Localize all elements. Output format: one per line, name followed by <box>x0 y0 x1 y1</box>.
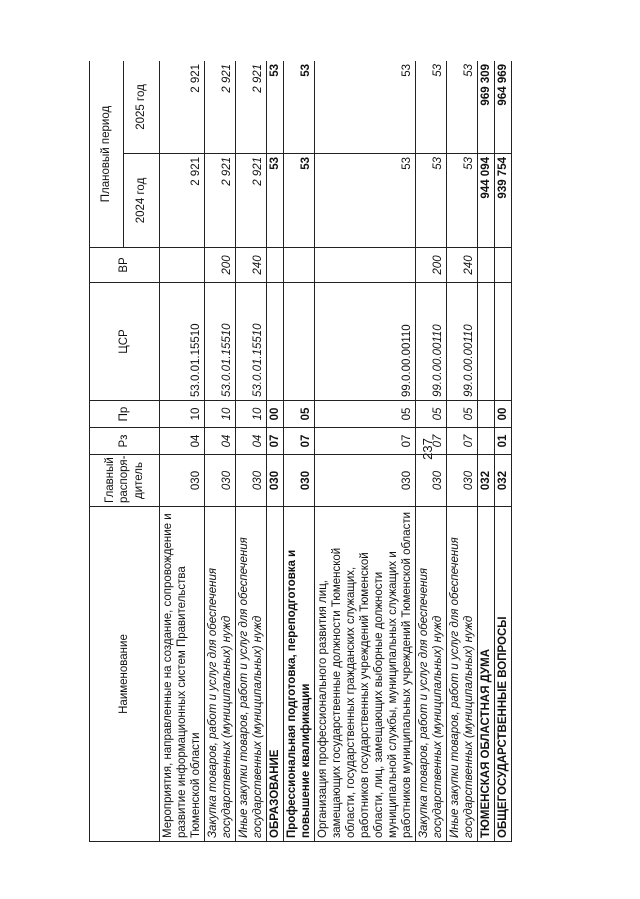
table-row <box>267 61 284 842</box>
rotated-table-container <box>89 61 539 842</box>
row-value-2024: 53 <box>284 154 315 248</box>
row-pr-code: 05 <box>416 401 447 428</box>
row-name: Иные закупки товаров, работ и услуг для обеспечения государственных (муниципальных) нужд <box>236 507 267 842</box>
table-row <box>236 61 267 842</box>
table-row <box>478 61 495 842</box>
row-rz-code: 07 <box>315 428 416 455</box>
row-name: Закупка товаров, работ и услуг для обеспечения государственных (муниципальных) нужд <box>205 507 236 842</box>
row-manager-code: 030 <box>447 455 478 507</box>
row-value-2025: 53 <box>416 61 447 154</box>
row-value-2024: 53 <box>447 154 478 248</box>
row-rz-code: 04 <box>205 428 236 455</box>
row-vr-code <box>478 248 495 283</box>
row-manager-code: 030 <box>160 455 205 507</box>
header-planned-period: Плановый период <box>90 61 124 248</box>
row-csr-code <box>495 283 512 401</box>
row-manager-code: 030 <box>416 455 447 507</box>
table-header <box>90 61 160 842</box>
row-rz-code: 01 <box>495 428 512 455</box>
header-rz: Рз <box>90 428 160 455</box>
row-value-2025: 969 309 <box>478 61 495 154</box>
row-csr-code: 53.0.01.15510 <box>236 283 267 401</box>
row-value-2025: 53 <box>267 61 284 154</box>
row-manager-code: 030 <box>284 455 315 507</box>
row-manager-code: 030 <box>205 455 236 507</box>
row-csr-code <box>267 283 284 401</box>
table-row <box>495 61 512 842</box>
row-value-2025: 2 921 <box>205 61 236 154</box>
row-csr-code: 99.0.00.00110 <box>315 283 416 401</box>
row-vr-code: 240 <box>236 248 267 283</box>
header-2025: 2025 год <box>124 61 160 154</box>
row-value-2024: 53 <box>267 154 284 248</box>
row-csr-code: 53.0.01.15510 <box>160 283 205 401</box>
row-pr-code: 05 <box>284 401 315 428</box>
row-value-2024: 2 921 <box>236 154 267 248</box>
row-vr-code: 200 <box>416 248 447 283</box>
row-value-2025: 53 <box>284 61 315 154</box>
row-vr-code <box>284 248 315 283</box>
row-value-2025: 2 921 <box>160 61 205 154</box>
row-value-2024: 944 094 <box>478 154 495 248</box>
table-row <box>205 61 236 842</box>
page-number: 237 <box>420 438 435 460</box>
row-csr-code: 99.0.00.00110 <box>416 283 447 401</box>
row-rz-code: 07 <box>447 428 478 455</box>
row-rz-code <box>478 428 495 455</box>
row-name: Мероприятия, направленные на создание, сопровождение и развитие информационных систем Правительства Тюменской области <box>160 507 205 842</box>
row-pr-code: 10 <box>205 401 236 428</box>
header-vr: ВР <box>90 248 160 283</box>
row-name: ТЮМЕНСКАЯ ОБЛАСТНАЯ ДУМА <box>478 507 495 842</box>
row-name: Иные закупки товаров, работ и услуг для обеспечения государственных (муниципальных) нужд <box>447 507 478 842</box>
header-name: Наименование <box>90 507 160 842</box>
row-vr-code: 240 <box>447 248 478 283</box>
row-vr-code <box>315 248 416 283</box>
table-row <box>416 61 447 842</box>
row-csr-code: 53.0.01.15510 <box>205 283 236 401</box>
row-value-2025: 964 969 <box>495 61 512 154</box>
row-vr-code: 200 <box>205 248 236 283</box>
row-pr-code: 10 <box>160 401 205 428</box>
row-manager-code: 032 <box>495 455 512 507</box>
header-manager: Главный распоря-дитель <box>90 455 160 507</box>
row-value-2025: 53 <box>315 61 416 154</box>
row-pr-code: 00 <box>495 401 512 428</box>
row-name: Профессиональная подготовка, переподготовка и повышение квалификации <box>284 507 315 842</box>
row-vr-code <box>267 248 284 283</box>
row-name: ОБЩЕГОСУДАРСТВЕННЫЕ ВОПРОСЫ <box>495 507 512 842</box>
row-csr-code <box>478 283 495 401</box>
row-manager-code: 032 <box>478 455 495 507</box>
table-body <box>160 61 512 842</box>
table-row <box>284 61 315 842</box>
row-name: ОБРАЗОВАНИЕ <box>267 507 284 842</box>
row-value-2024: 2 921 <box>205 154 236 248</box>
row-rz-code: 07 <box>416 428 447 455</box>
row-rz-code: 07 <box>284 428 315 455</box>
row-pr-code: 05 <box>315 401 416 428</box>
row-value-2024: 53 <box>315 154 416 248</box>
row-pr-code: 05 <box>447 401 478 428</box>
header-2024: 2024 год <box>124 154 160 248</box>
row-value-2025: 53 <box>447 61 478 154</box>
table-row <box>447 61 478 842</box>
row-manager-code: 030 <box>315 455 416 507</box>
table-row <box>315 61 416 842</box>
row-value-2024: 939 754 <box>495 154 512 248</box>
row-value-2024: 53 <box>416 154 447 248</box>
budget-table <box>89 61 512 842</box>
header-pr: Пр <box>90 401 160 428</box>
row-pr-code <box>478 401 495 428</box>
row-value-2024: 2 921 <box>160 154 205 248</box>
row-pr-code: 10 <box>236 401 267 428</box>
row-value-2025: 2 921 <box>236 61 267 154</box>
row-pr-code: 00 <box>267 401 284 428</box>
row-vr-code <box>160 248 205 283</box>
budget-table-frame <box>89 61 539 842</box>
row-csr-code: 99.0.00.00110 <box>447 283 478 401</box>
row-rz-code: 04 <box>236 428 267 455</box>
row-csr-code <box>284 283 315 401</box>
row-vr-code <box>495 248 512 283</box>
row-rz-code: 07 <box>267 428 284 455</box>
table-row <box>160 61 205 842</box>
row-name: Закупка товаров, работ и услуг для обеспечения государственных (муниципальных) нужд <box>416 507 447 842</box>
row-manager-code: 030 <box>236 455 267 507</box>
row-rz-code: 04 <box>160 428 205 455</box>
row-manager-code: 030 <box>267 455 284 507</box>
header-csr: ЦСР <box>90 283 160 401</box>
row-name: Организация профессионального развития лиц, замещающих государственные должности Тюменской области, государственных гражданских служащих, работников государственных учреждений Тюменской области, лиц, замещающих выборные должности муниципальной службы, муниципальных служащих и работников муниципальных учреждений Тюменской области <box>315 507 416 842</box>
